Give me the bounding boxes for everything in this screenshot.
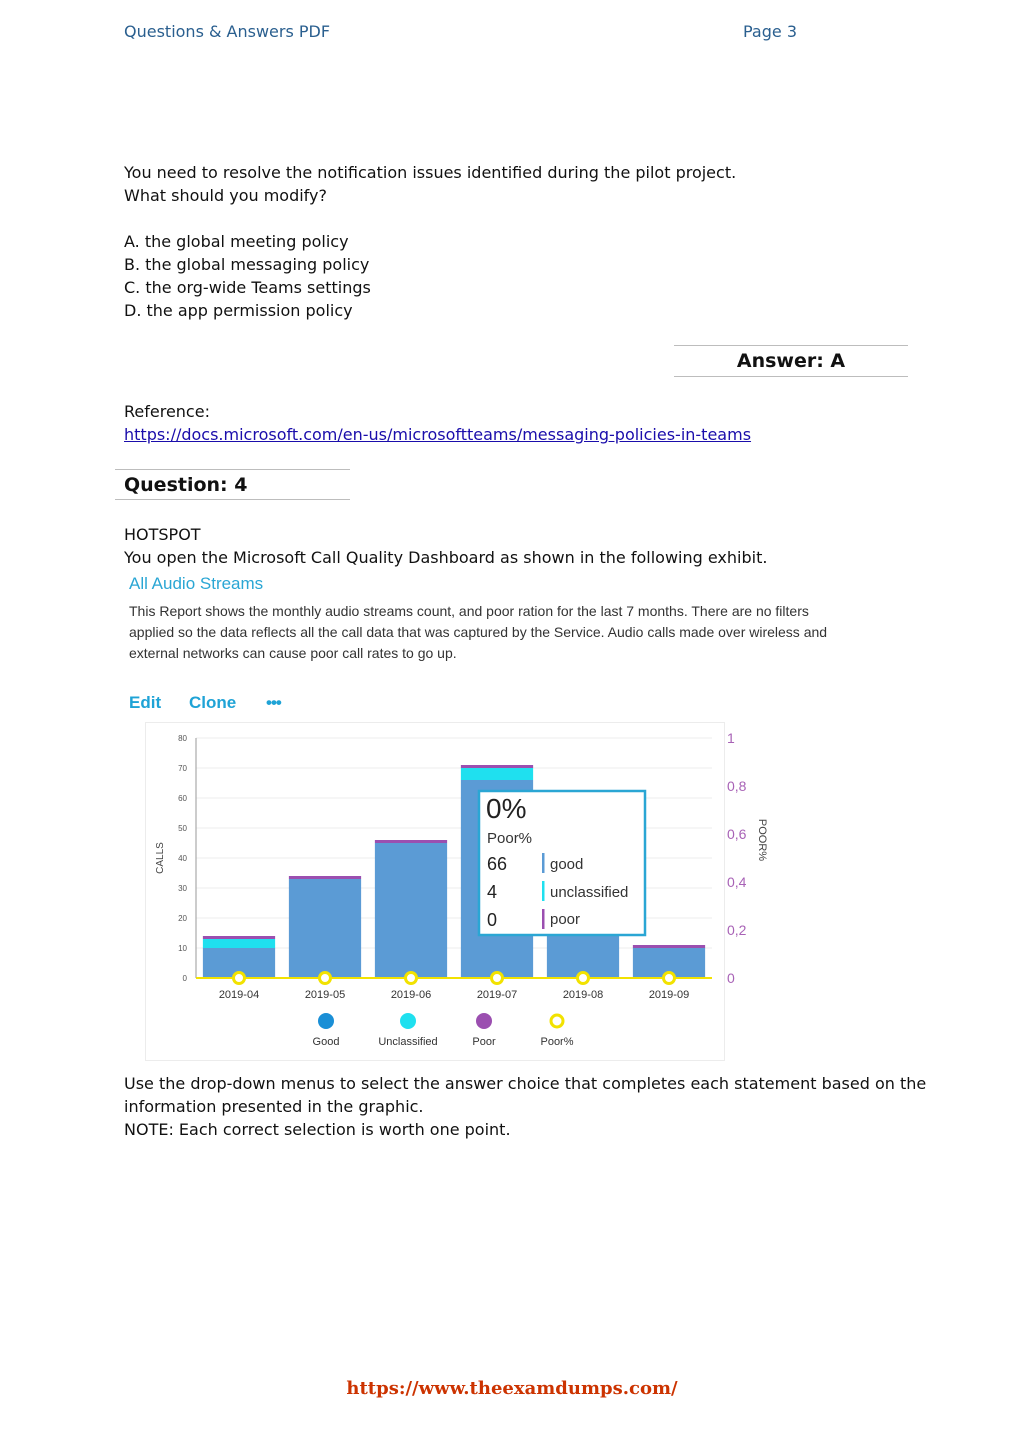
tooltip-unclassified-swatch (542, 881, 545, 901)
poor-percent-point-2019-04[interactable] (234, 973, 245, 984)
tooltip-percent: 0% (486, 793, 527, 824)
y2-tick-0,4: 0,4 (727, 874, 747, 890)
exhibit-description-line-3: external networks can cause poor call rates to go up. (129, 645, 457, 661)
poor-percent-point-2019-05[interactable] (320, 973, 331, 984)
bar-poor-2019-05[interactable] (289, 876, 361, 879)
bar-unclassified-2019-04[interactable] (203, 939, 275, 948)
tooltip-unclassified-value: 4 (487, 882, 498, 902)
x-tick-2019-05: 2019-05 (304, 989, 346, 1001)
y-tick-80: 80 (178, 734, 187, 743)
chart-tooltip (479, 791, 645, 935)
bar-good-2019-05[interactable] (289, 879, 361, 978)
question-intro: You open the Microsoft Call Quality Dashboard as shown in the following exhibit. (124, 548, 768, 567)
y-tick-20: 20 (178, 914, 187, 923)
y-tick-50: 50 (178, 824, 187, 833)
y2-tick-0,2: 0,2 (727, 922, 747, 938)
legend-label-unclassified: Unclassified (378, 1036, 438, 1048)
x-tick-2019-04: 2019-04 (218, 989, 260, 1001)
legend-marker-unclassified (400, 1013, 416, 1029)
poor-percent-point-2019-09[interactable] (664, 973, 675, 984)
tooltip-good-label: good (550, 856, 584, 873)
page-number: Page 3 (743, 22, 797, 41)
bar-poor-2019-09[interactable] (633, 945, 705, 948)
y-tick-0: 0 (182, 974, 187, 983)
option-c: C. the org-wide Teams settings (124, 278, 371, 297)
tooltip-poor-value: 0 (487, 910, 498, 930)
option-d: D. the app permission policy (124, 301, 353, 320)
tooltip-percent-label: Poor% (487, 830, 533, 847)
header-title: Questions & Answers PDF (124, 22, 331, 41)
y2-tick-0: 0 (727, 970, 735, 986)
instructions-line-1: Use the drop-down menus to select the answer choice that completes each statement based on the (124, 1074, 927, 1093)
tooltip-poor-swatch (542, 909, 545, 929)
instructions-line-2: information presented in the graphic. (124, 1097, 424, 1116)
y-axis-ticks (178, 734, 187, 983)
legend-marker-poor-percent (551, 1015, 563, 1027)
tooltip-unclassified-label: unclassified (550, 884, 629, 901)
answer-label: Answer: A (736, 350, 846, 372)
y-tick-70: 70 (178, 764, 187, 773)
x-tick-2019-08: 2019-08 (562, 989, 604, 1001)
x-tick-2019-07: 2019-07 (476, 989, 518, 1001)
poor-percent-point-2019-06[interactable] (406, 973, 417, 984)
y2-tick-0,8: 0,8 (727, 778, 747, 794)
option-b: B. the global messaging policy (124, 255, 370, 274)
bar-good-2019-06[interactable] (375, 843, 447, 978)
chart-legend (313, 1013, 574, 1048)
question-text-line-2: What should you modify? (124, 186, 327, 205)
footer-url[interactable]: https://www.theexamdumps.com/ (346, 1378, 678, 1399)
x-tick-2019-06: 2019-06 (390, 989, 432, 1001)
tooltip-good-value: 66 (487, 854, 508, 874)
reference-link[interactable]: https://docs.microsoft.com/en-us/microsoftteams/messaging-policies-in-teams (124, 425, 752, 444)
poor-percent-point-2019-07[interactable] (492, 973, 503, 984)
bar-poor-2019-07[interactable] (461, 765, 533, 768)
x-tick-2019-09: 2019-09 (648, 989, 690, 1001)
legend-marker-poor (476, 1013, 492, 1029)
bar-poor-2019-06[interactable] (375, 840, 447, 843)
edit-button[interactable]: Edit (129, 693, 162, 712)
clone-button[interactable]: Clone (189, 693, 237, 712)
y2-tick-0,6: 0,6 (727, 826, 747, 842)
poor-percent-point-2019-08[interactable] (578, 973, 589, 984)
y2-axis-label: POOR% (756, 818, 768, 862)
legend-label-poor-percent: Poor% (540, 1036, 574, 1048)
question-text-line-1: You need to resolve the notification issues identified during the pilot project. (124, 163, 737, 182)
instructions-note: NOTE: Each correct selection is worth one point. (124, 1120, 511, 1139)
reference-label: Reference: (124, 402, 210, 421)
x-axis-labels (219, 989, 689, 1001)
legend-label-poor: Poor (472, 1036, 496, 1048)
y2-tick-1: 1 (727, 730, 735, 746)
bar-unclassified-2019-07[interactable] (461, 768, 533, 780)
tooltip-poor-label: poor (550, 911, 581, 928)
tooltip-good-swatch (542, 853, 545, 873)
bar-poor-2019-04[interactable] (203, 936, 275, 939)
option-a: A. the global meeting policy (124, 232, 349, 251)
more-options-icon[interactable]: ••• (266, 693, 281, 712)
y-tick-40: 40 (178, 854, 187, 863)
legend-label-good: Good (312, 1036, 340, 1048)
question-type: HOTSPOT (124, 525, 201, 544)
legend-marker-good (318, 1013, 334, 1029)
question-title: Question: 4 (124, 474, 248, 496)
y-tick-30: 30 (178, 884, 187, 893)
exhibit-description-line-1: This Report shows the monthly audio streams count, and poor ration for the last 7 months. There are no filters (129, 603, 809, 619)
y-axis-label: CALLS (155, 842, 166, 874)
y-tick-10: 10 (178, 944, 187, 953)
y-tick-60: 60 (178, 794, 187, 803)
exhibit-description-line-2: applied so the data reflects all the call data that was captured by the Service. Audio calls made over wireless and (129, 624, 828, 640)
exhibit-title: All Audio Streams (129, 574, 264, 593)
y2-axis-ticks (727, 730, 747, 986)
